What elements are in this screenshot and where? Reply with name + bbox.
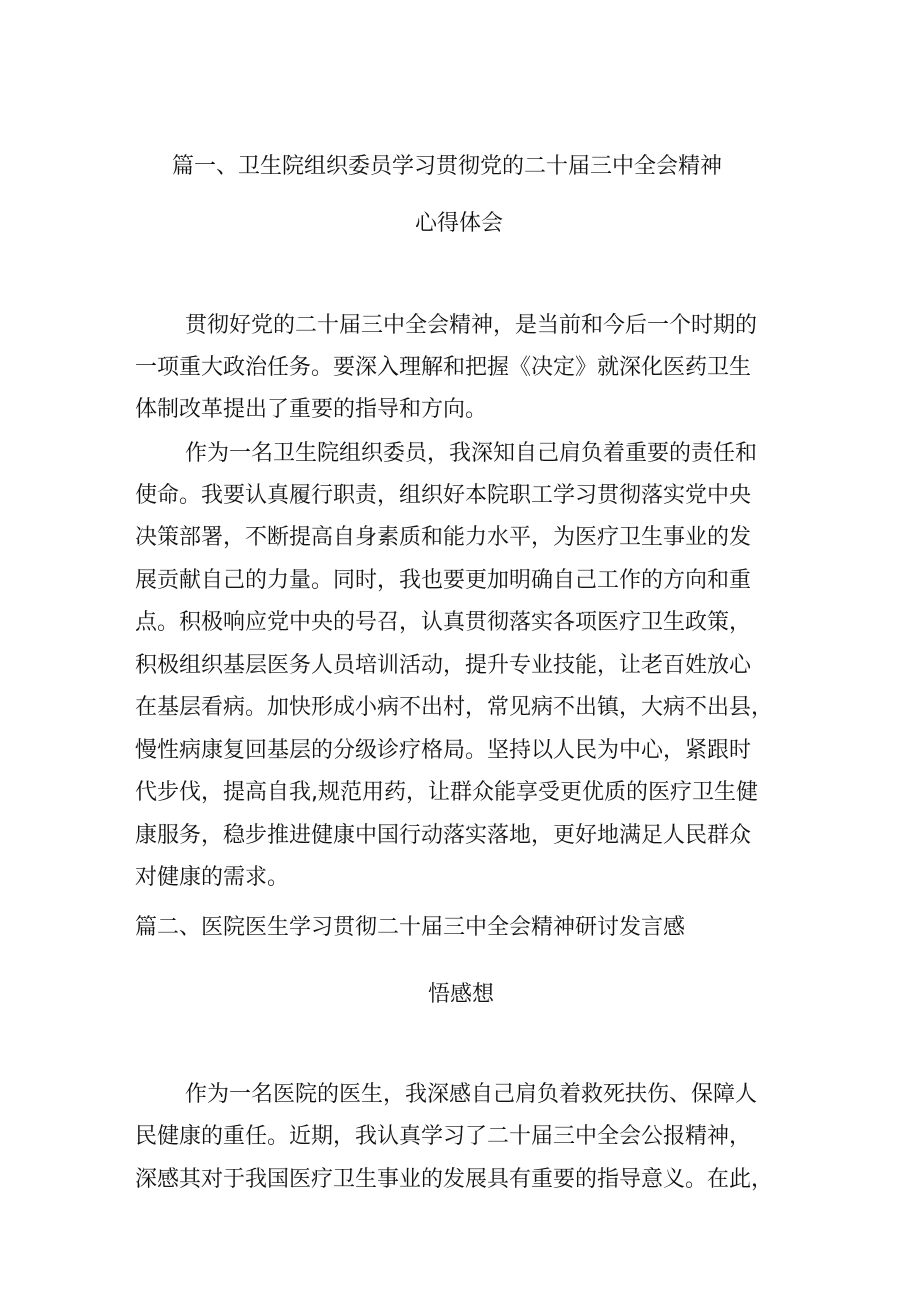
- section1-title-line1: 篇一、卫生院组织委员学习贯彻党的二十届三中全会精神: [172, 154, 723, 179]
- section2-title-line1: 篇二、医院医生学习贯彻二十届三中全会精神研讨发言感: [135, 915, 686, 940]
- section1-p1-line: 贯彻好党的二十届三中全会精神，是当前和今后一个时期的: [185, 313, 758, 338]
- section1-p2-line: 积极组织基层医务人员培训活动，提升专业技能，让老百姓放心: [135, 653, 752, 678]
- section2-p1-line: 民健康的重任。近期，我认真学习了二十届三中全会公报精神，: [135, 1124, 752, 1149]
- section1-p2-line: 决策部署，不断提高自身素质和能力水平，为医疗卫生事业的发: [135, 525, 752, 550]
- section2-title-line2: 悟感想: [428, 982, 495, 1007]
- section1-p2-line: 使命。我要认真履行职责，组织好本院职工学习贯彻落实党中央: [135, 483, 752, 508]
- section1-p2-line: 作为一名卫生院组织委员，我深知自己肩负着重要的责任和: [185, 441, 758, 466]
- section1-p2-line: 康服务，稳步推进健康中国行动落实落地，更好地满足人民群众: [135, 823, 752, 848]
- section1-p2-line: 慢性病康复回基层的分级诊疗格局。坚持以人民为中心，紧跟时: [135, 738, 752, 763]
- section1-p2-line: 展贡献自己的力量。同时，我也要更加明确自己工作的方向和重: [135, 568, 752, 593]
- section1-p2-line: 对健康的需求。: [135, 865, 290, 890]
- section1-p2-line: 在基层看病。加快形成小病不出村，常见病不出镇，大病不出县，: [135, 695, 774, 720]
- section1-p2-line: 代步伐，提高自我,规范用药，让群众能享受更优质的医疗卫生健: [135, 780, 758, 805]
- section2-p1-line: 深感其对于我国医疗卫生事业的发展具有重要的指导意义。在此，: [135, 1167, 774, 1192]
- section1-title-line2: 心得体会: [415, 211, 504, 236]
- section1-p2-line: 点。积极响应党中央的号召，认真贯彻落实各项医疗卫生政策，: [135, 610, 752, 635]
- section2-p1-line: 作为一名医院的医生，我深感自己肩负着救死扶伤、保障人: [185, 1082, 758, 1107]
- section1-p1-line: 一项重大政治任务。要深入理解和把握《决定》就深化医药卫生: [135, 355, 752, 380]
- section1-p1-line: 体制改革提出了重要的指导和方向。: [135, 397, 488, 422]
